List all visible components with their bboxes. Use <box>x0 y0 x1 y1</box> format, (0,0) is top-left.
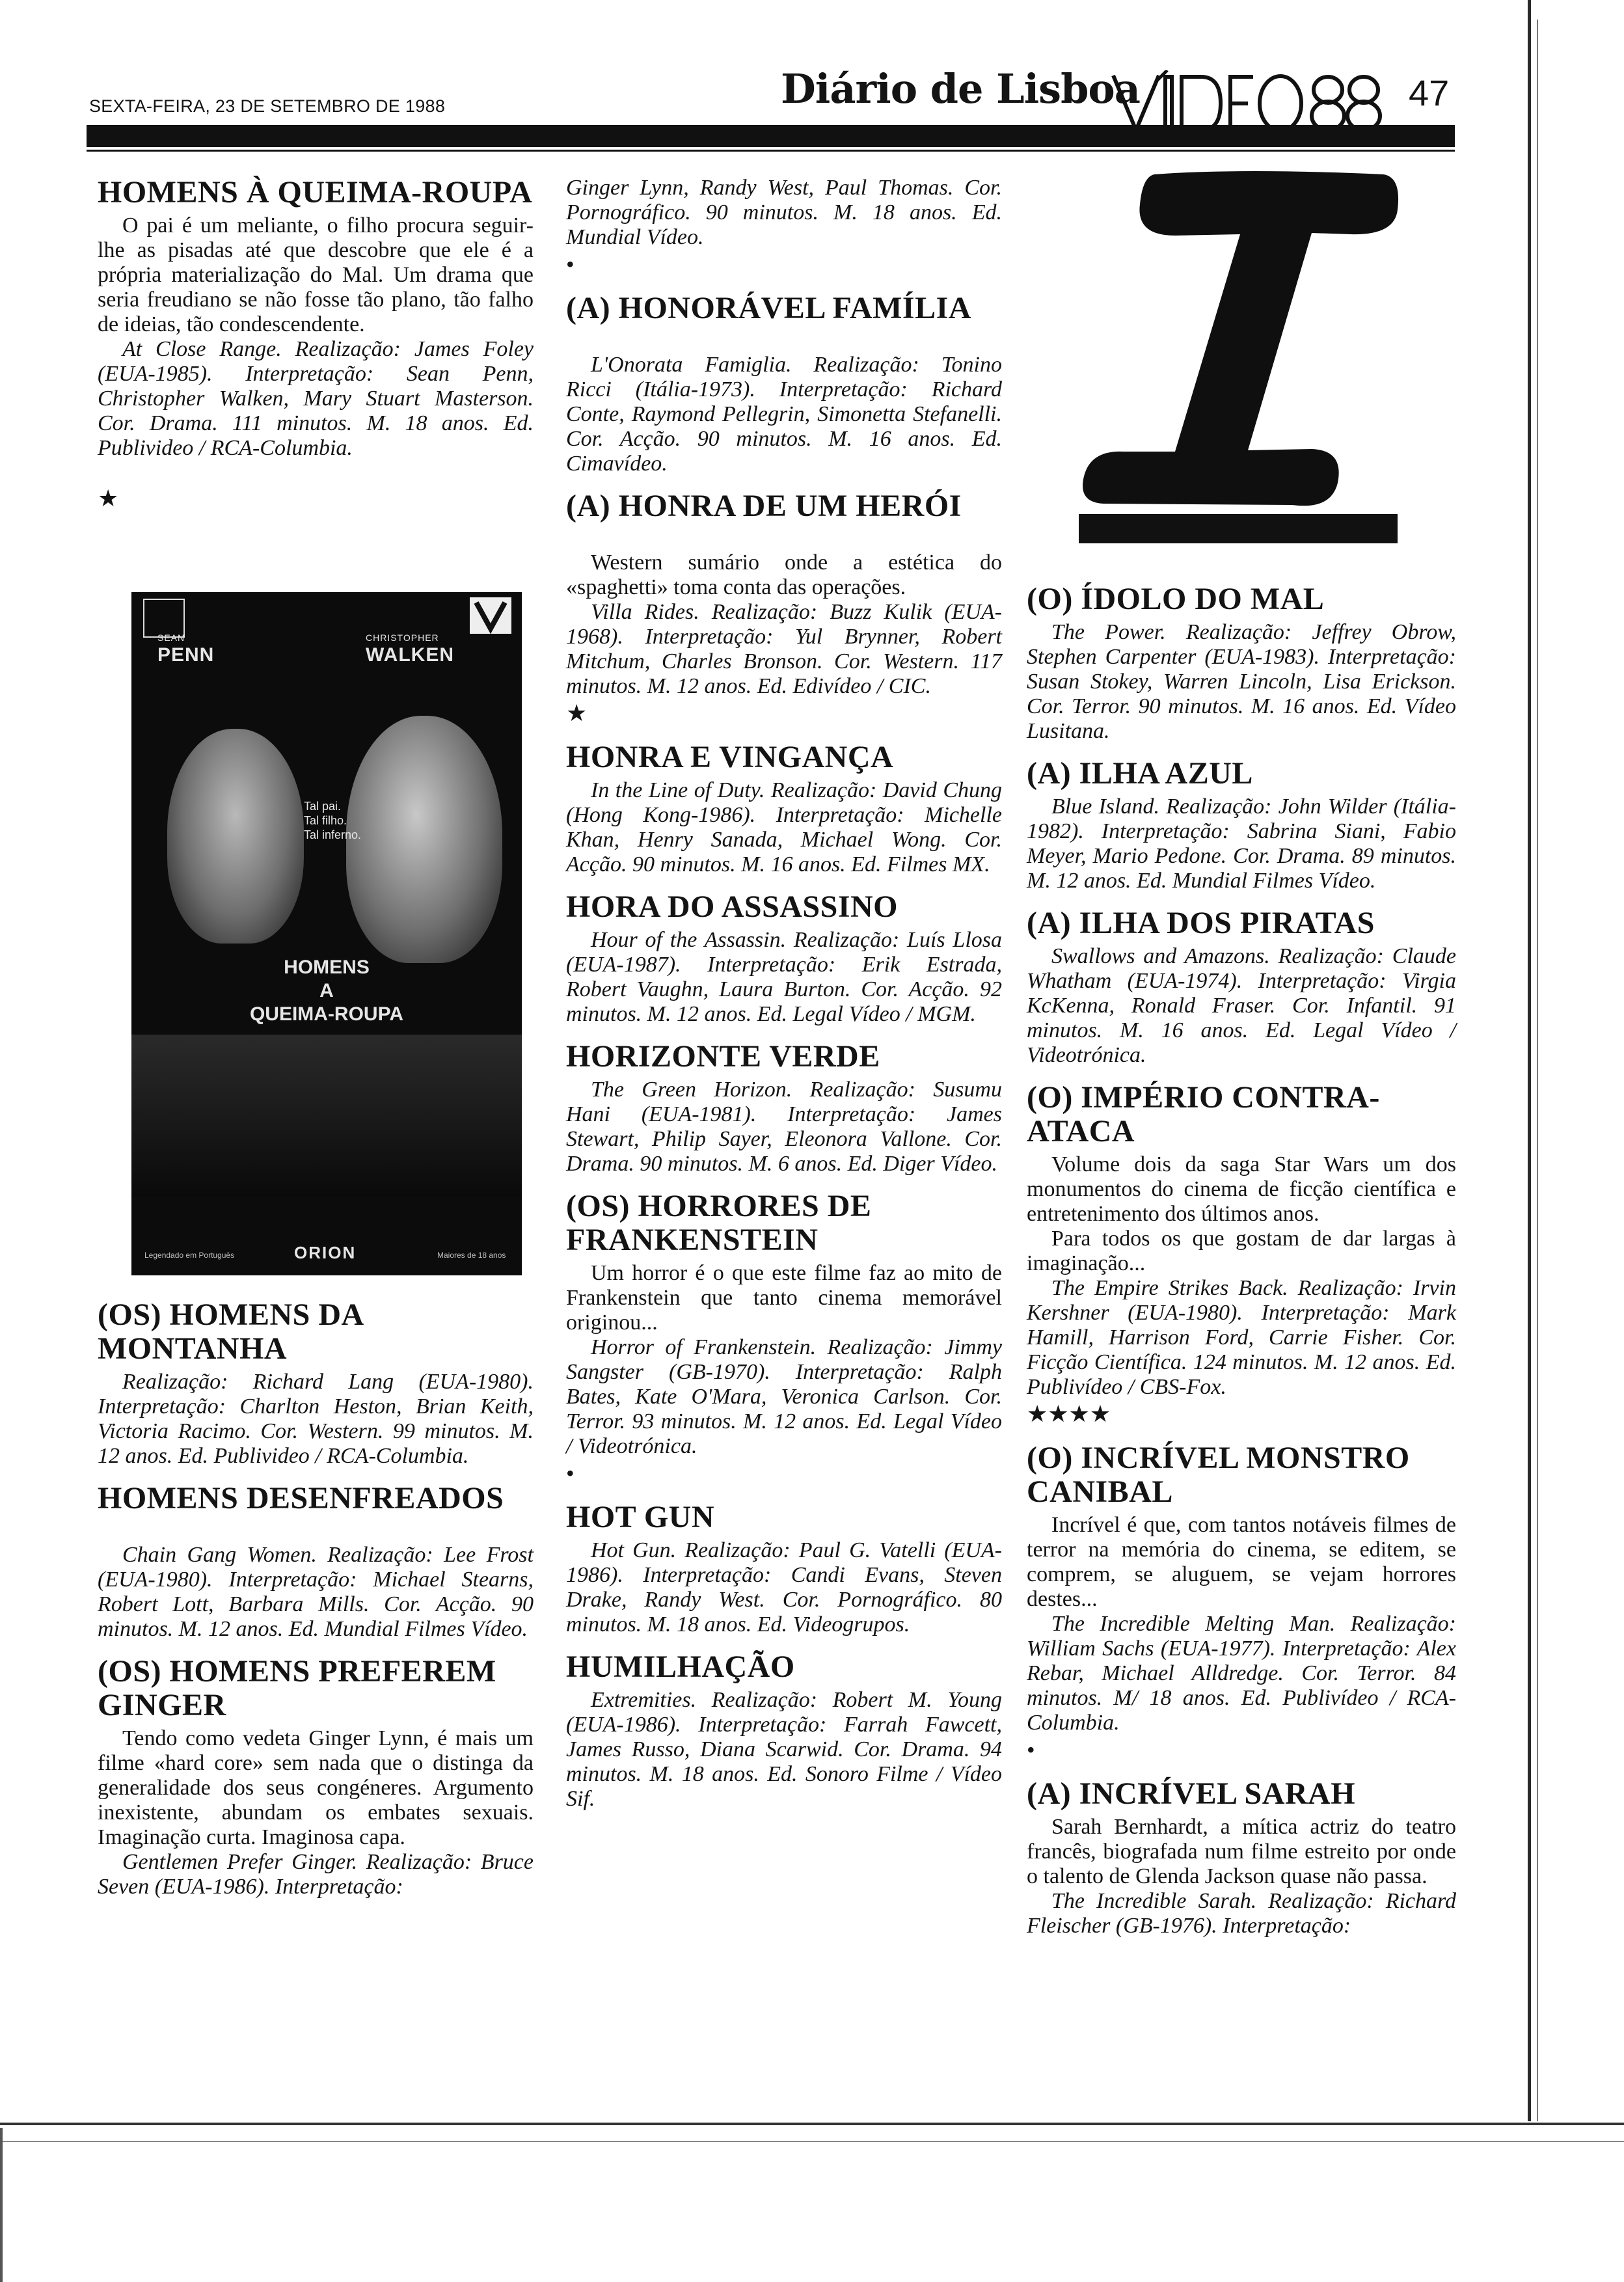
scan-edge <box>0 2128 3 2282</box>
review-description: Sarah Bernhardt, a mítica actriz do teatro francês, biografada num filme estreito por onde o talento de Glenda Jackson quase não passa. <box>1027 1815 1456 1888</box>
review-title: (OS) HOMENS DA MONTANHA <box>98 1297 363 1366</box>
poster-tagline-3: Tal inferno. <box>304 828 362 841</box>
column-3 <box>1027 582 1456 1951</box>
review-title: (A) INCRÍVEL SARAH <box>1027 1776 1356 1811</box>
section-letter-i <box>1077 170 1403 509</box>
review-title: (A) ILHA DOS PIRATAS <box>1027 906 1375 940</box>
header-rule <box>87 150 1455 152</box>
review-credits: Hot Gun. Realização: Paul G. Vatelli (EUA-1986). Interpretação: Candi Evans, Steven Drake, Randy West. Cor. Pornográfico. 80 minutos. M. 18 anos. Ed. Videogrupos. <box>566 1538 1002 1637</box>
review-description: O pai é um meliante, o filho procura seguir-lhe as pisadas até que descobre que ele é a própria materialização do Mal. Um drama que seria freudiano se não fosse tão plano, tão falho de ideias, tão condescendente. <box>98 213 534 336</box>
review-description: Western sumário onde a estética do «spaghetti» toma conta das operações. <box>566 550 1002 599</box>
review-credits: The Empire Strikes Back. Realização: Irvin Kershner (EUA-1980). Interpretação: Mark Hamill, Harrison Ford, Carrie Fisher. Cor. Ficção Científica. 124 minutos. M. 12 anos. Ed. Publivídeo / CBS-Fox. <box>1027 1276 1456 1399</box>
header-rule <box>87 125 1455 147</box>
rating-dot: • <box>1027 1737 1035 1763</box>
review-title: (OS) HOMENS PREFEREM GINGER <box>98 1654 496 1722</box>
review-credits: Chain Gang Women. Realização: Lee Frost (EUA-1980). Interpretação: Michael Stearns, Robert Lott, Barbara Mills. Cor. Acção. 90 minutos. M. 12 anos. Ed. Mundial Filmes Vídeo. <box>98 1543 534 1641</box>
review-credits: The Green Horizon. Realização: Susumu Hani (EUA-1981). Interpretação: James Stewart, Philip Sayer, Eleonora Vallone. Cor. Drama. 90 minutos. M. 6 anos. Ed. Diger Vídeo. <box>566 1078 1002 1176</box>
poster-actor1-first: SEAN <box>157 632 185 643</box>
poster-studio-logo: ORION <box>294 1243 357 1262</box>
review-credits: L'Onorata Famiglia. Realização: Tonino Ricci (Itália-1973). Interpretação: Richard Conte, Raymond Pellegrin, Simonetta Stefanelli. Cor. Acção. 90 minutos. M. 16 anos. Ed. Cimavídeo. <box>566 353 1002 476</box>
review-title: (O) INCRÍVEL MONSTRO CANIBAL <box>1027 1441 1410 1509</box>
review-credits: In the Line of Duty. Realização: David Chung (Hong Kong-1986). Interpretação: Michelle Khan, Henry Sanada, Michael Wong. Cor. Acção. 90 minutos. M. 16 anos. Ed. Filmes MX. <box>566 778 1002 876</box>
review-title: HORA DO ASSASSINO <box>566 890 898 924</box>
column-1-continued <box>98 1298 534 1912</box>
review-title: (O) IMPÉRIO CONTRA-ATACA <box>1027 1080 1380 1148</box>
poster-actor2-first: CHRISTOPHER <box>366 632 439 643</box>
review-title: (A) ILHA AZUL <box>1027 756 1253 791</box>
review-credits: Extremities. Realização: Robert M. Young (EUA-1986). Interpretação: Farrah Fawcett, James Russo, Diana Scarwid. Cor. Drama. 94 minutos. M. 18 anos. Ed. Sonoro Filme / Vídeo Sif. <box>566 1688 1002 1811</box>
review-description: Tendo como vedeta Ginger Lynn, é mais um filme «hard core» sem nada que o distinga da generalidade dos seus congéneres. Argumento inexistente, abundam os embates sexuais. Imaginação curta. Imaginosa capa. <box>98 1726 534 1849</box>
poster-title-1: HOMENS <box>284 957 370 978</box>
scan-edge <box>1537 20 1538 2121</box>
column-2 <box>566 176 1002 1825</box>
review-credits: The Power. Realização: Jeffrey Obrow, Stephen Carpenter (EUA-1983). Interpretação: Susan Stokey, Warren Lincoln, Lisa Erickson. Cor. Terror. 90 minutos. M. 16 anos. Ed. Vídeo Lusitana. <box>1027 620 1456 743</box>
review-credits: Hour of the Assassin. Realização: Luís Llosa (EUA-1987). Interpretação: Erik Estrada, Robert Vaughn, Laura Burton. Cor. Acção. 92 minutos. M. 12 anos. Ed. Legal Vídeo / MGM. <box>566 928 1002 1026</box>
v-logo <box>470 597 511 634</box>
review-entry <box>566 1501 1002 1637</box>
column-1 <box>98 176 534 526</box>
review-description: Volume dois da saga Star Wars um dos monumentos do cinema de ficção científica e entretenimento dos últimos anos. <box>1027 1152 1456 1226</box>
poster-face-walken <box>346 716 502 963</box>
review-entry <box>566 489 1002 727</box>
review-title: (A) HONRA DE UM HERÓI <box>566 489 962 523</box>
review-title: (A) HONORÁVEL FAMÍLIA <box>566 291 971 325</box>
review-description: Um horror é o que este filme faz ao mito de Frankenstein que tanto cinema memorável originou... <box>566 1261 1002 1335</box>
poster-footer-right: Maiores de 18 anos <box>437 1251 506 1260</box>
poster-face-penn <box>167 729 304 944</box>
review-entry <box>1027 582 1456 744</box>
scan-edge <box>0 2141 1624 2142</box>
section-letter-rule <box>1079 514 1398 543</box>
review-title: HORIZONTE VERDE <box>566 1039 880 1074</box>
review-entry <box>1027 1441 1456 1764</box>
rating-stars: ★★★★ <box>1027 1401 1111 1427</box>
rating-stars: ★ <box>98 485 119 511</box>
review-credits: The Incredible Melting Man. Realização: William Sachs (EUA-1977). Interpretação: Alex Rebar, Michael Alldredge. Cor. Terror. 84 minutos. M/ 18 anos. Ed. Publivídeo / RCA-Columbia. <box>1027 1612 1456 1735</box>
poster-actor2-last: WALKEN <box>366 644 454 666</box>
poster-landscape <box>131 1035 522 1197</box>
scan-edge <box>0 2123 1624 2125</box>
poster-title-2: A <box>319 980 334 1001</box>
review-entry-continued <box>566 176 1002 278</box>
rating-dot: • <box>566 1460 575 1486</box>
review-credits: Blue Island. Realização: John Wilder (Itália-1982). Interpretação: Sabrina Siani, Fabio Meyer, Mario Pedone. Cor. Drama. 89 minutos. M. 12 anos. Ed. Mundial Filmes Vídeo. <box>1027 795 1456 893</box>
review-title: HOT GUN <box>566 1500 714 1534</box>
review-entry <box>1027 1081 1456 1428</box>
review-entry <box>98 1482 534 1642</box>
review-title: HONRA E VINGANÇA <box>566 740 894 774</box>
issue-date: SEXTA-FEIRA, 23 DE SETEMBRO DE 1988 <box>89 96 446 116</box>
review-entry <box>566 740 1002 877</box>
review-title: HOMENS À QUEIMA-ROUPA <box>98 175 533 210</box>
review-credits: Realização: Richard Lang (EUA-1980). Interpretação: Charlton Heston, Brian Keith, Victoria Racimo. Cor. Western. 99 minutos. M. 12 anos. Ed. Publivideo / RCA-Columbia. <box>98 1370 534 1468</box>
poster-footer-left: Legendado em Português <box>144 1251 235 1260</box>
review-entry <box>566 890 1002 1027</box>
review-entry <box>1027 1777 1456 1938</box>
review-credits: Gentlemen Prefer Ginger. Realização: Bruce Seven (EUA-1986). Interpretação: <box>98 1850 534 1899</box>
review-entry <box>1027 906 1456 1068</box>
review-credits: The Incredible Sarah. Realização: Richard Fleischer (GB-1976). Interpretação: <box>1027 1889 1456 1938</box>
review-credits: Swallows and Amazons. Realização: Claude Whatham (EUA-1974). Interpretação: Virgia KcKenna, Ronald Fraser. Cor. Infantil. 91 minutos. M. 16 anos. Ed. Legal Vídeo / Videotrónica. <box>1027 944 1456 1067</box>
review-credits: Horror of Frankenstein. Realização: Jimmy Sangster (GB-1970). Interpretação: Ralph Bates, Kate O'Mara, Veronica Carlson. Cor. Terror. 93 minutos. M. 12 anos. Ed. Legal Vídeo / Videotrónica. <box>566 1335 1002 1458</box>
rating-dot: • <box>566 251 575 277</box>
movie-poster-homens-a-queima-roupa <box>131 592 522 1275</box>
review-credits: At Close Range. Realização: James Foley (EUA-1985). Interpretação: Sean Penn, Christopher Walken, Mary Stuart Masterson. Cor. Drama. 111 minutos. M. 18 anos. Ed. Publivideo / RCA-Columbia. <box>98 337 534 460</box>
review-entry <box>566 1650 1002 1812</box>
review-title: (O) ÍDOLO DO MAL <box>1027 582 1325 616</box>
poster-actor1-last: PENN <box>157 644 215 666</box>
review-entry <box>566 292 1002 476</box>
poster-tagline-1: Tal pai. <box>304 800 342 813</box>
review-description: Incrível é que, com tantos notáveis filmes de terror na memória do cinema, se editem, se comprem, se aluguem, se vejam horrores destes... <box>1027 1513 1456 1611</box>
review-entry <box>1027 757 1456 893</box>
review-entry <box>566 1040 1002 1176</box>
review-title: HUMILHAÇÃO <box>566 1650 795 1684</box>
rating-stars: ★ <box>566 700 588 726</box>
scan-edge <box>1528 0 1531 2121</box>
review-entry <box>98 176 534 513</box>
review-credits: Ginger Lynn, Randy West, Paul Thomas. Cor. Pornográfico. 90 minutos. M. 18 anos. Ed. Mundial Vídeo. <box>566 176 1002 249</box>
poster-tagline-2: Tal filho. <box>304 814 347 827</box>
columbia-logo <box>143 599 185 638</box>
poster-title-3: QUEIMA-ROUPA <box>249 1003 404 1025</box>
review-title: HOMENS DESENFREADOS <box>98 1481 504 1515</box>
review-entry <box>98 1655 534 1899</box>
review-description: Para todos os que gostam de dar largas à imaginação... <box>1027 1227 1456 1275</box>
review-title: (OS) HORRORES DE FRANKENSTEIN <box>566 1189 872 1257</box>
review-entry <box>566 1189 1002 1487</box>
review-credits: Villa Rides. Realização: Buzz Kulik (EUA-1968). Interpretação: Yul Brynner, Robert Mitchum, Charles Bronson. Cor. Western. 117 minutos. M. 12 anos. Ed. Edivídeo / CIC. <box>566 600 1002 698</box>
page-number: 47 <box>1409 72 1450 113</box>
masthead: Diário de Lisboa <box>781 65 1140 113</box>
review-entry <box>98 1298 534 1469</box>
